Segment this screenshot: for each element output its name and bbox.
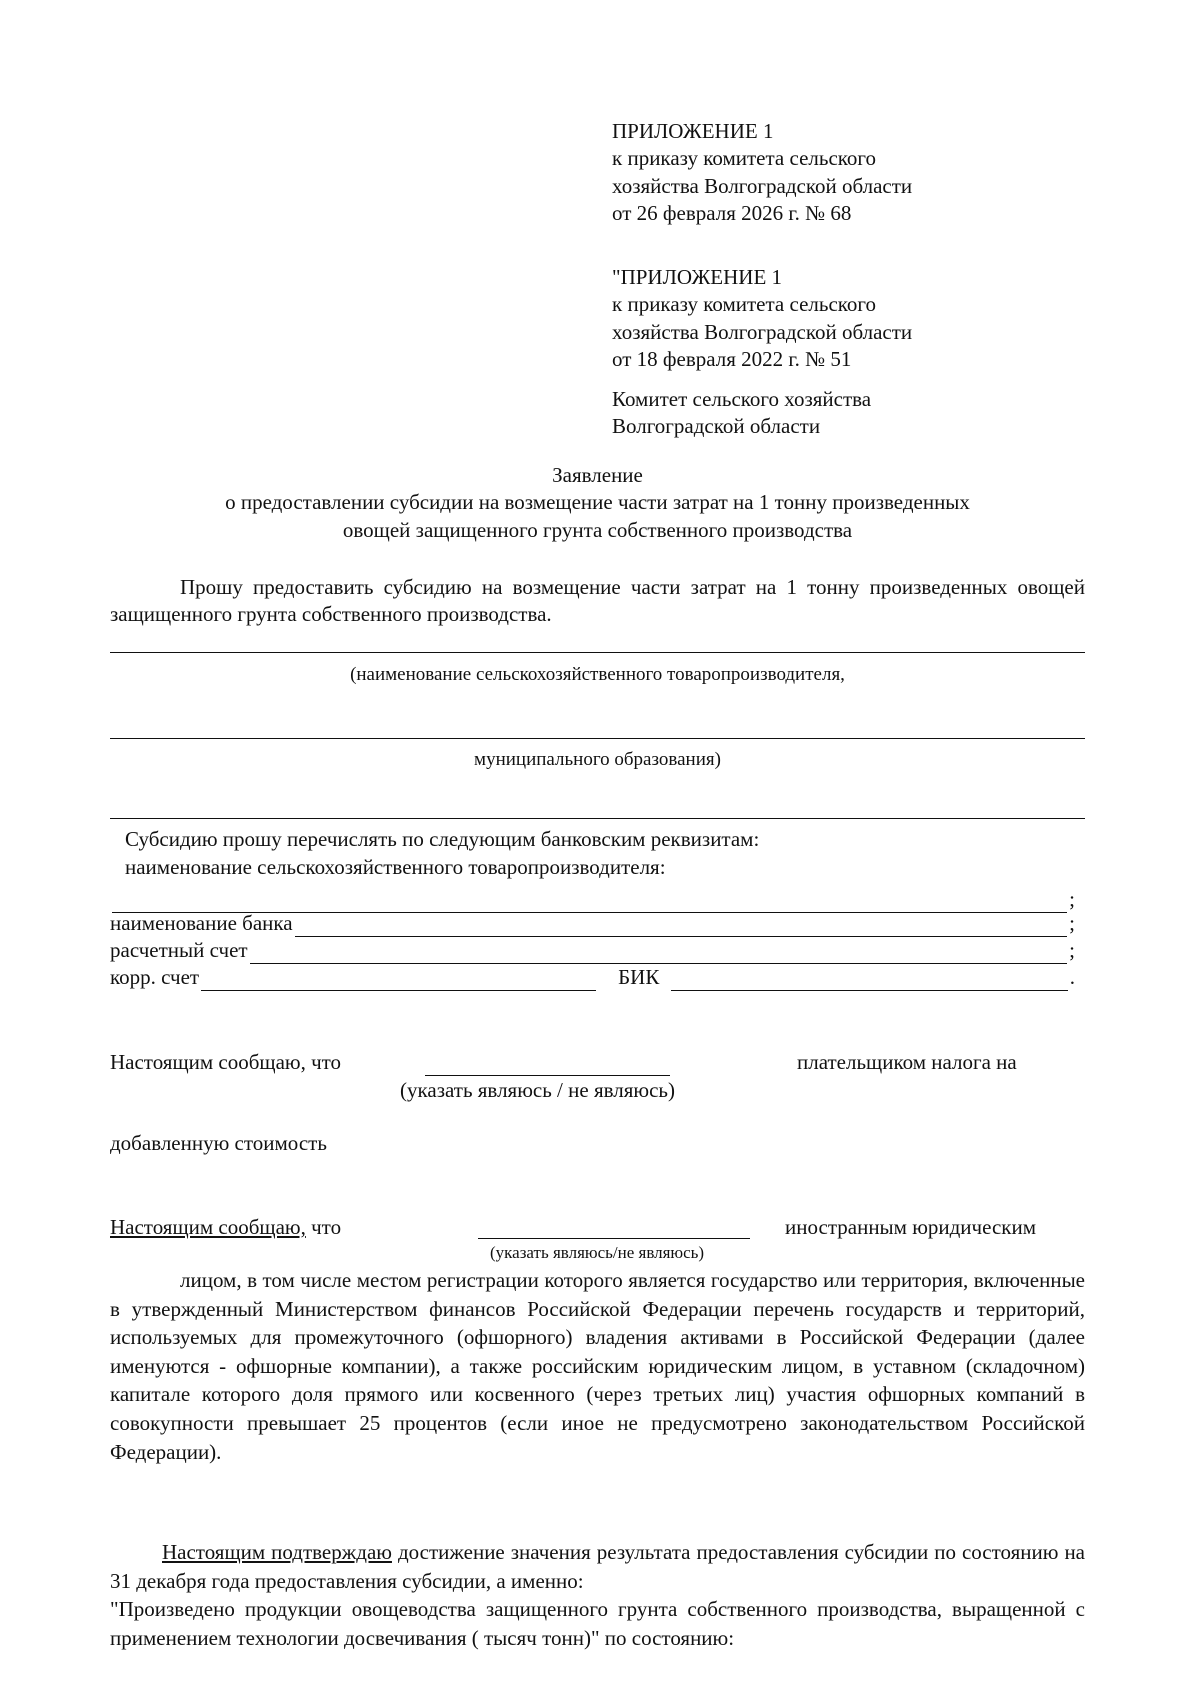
appendix-title: "ПРИЛОЖЕНИЕ 1 xyxy=(612,265,783,289)
vat-statement-continuation: добавленную стоимость xyxy=(110,1131,327,1155)
addressee xyxy=(612,386,871,441)
bik-label: БИК xyxy=(618,965,660,989)
appendix-line: хозяйства Волгоградской области xyxy=(612,319,913,344)
addressee-line: Комитет сельского хозяйства xyxy=(612,387,872,411)
producer-name-line[interactable] xyxy=(110,652,1085,653)
offshore-paragraph: лицом, в том числе местом регистрации которого является государство или территория, включенные в утвержденный Министерством финансов Российской Федерации перечень государств и территорий, используемых для промежуточного (офшорного) владения активами в Российской Федерации (далее именуются - офшорные компании), а также российским юридическим лицом, в уставном (складочном) капитале которого доля прямого или косвенного (через третьих лиц) участия офшорных компаний в совокупности превышает 25 процентов (если иное не предусмотрено законодательством Российской Федерации). xyxy=(110,1268,1085,1464)
bank-details-intro: Субсидию прошу перечислять по следующим банковским реквизитам: xyxy=(125,827,760,851)
appendix-order-date: от 18 февраля 2022 г. № 51 xyxy=(612,346,852,371)
bik-field[interactable] xyxy=(671,972,1067,991)
account-row xyxy=(110,937,1075,964)
confirmation-text: достижение значения результата предоставления субсидии по состоянию на 31 декабря года предоставления субсидии, а именно: xyxy=(110,1540,1085,1593)
municipality-line[interactable] xyxy=(110,738,1085,739)
underlined-lead: Настоящим сообщаю, xyxy=(110,1215,306,1239)
appendix-order-date: от 26 февраля 2026 г. № 68 xyxy=(612,200,852,225)
appendix-line: хозяйства Волгоградской области xyxy=(612,173,913,198)
foreign-statement-prefix xyxy=(110,1214,341,1241)
municipality-caption: муниципального образования) xyxy=(474,749,721,770)
underlined-lead: Настоящим подтверждаю xyxy=(162,1540,392,1564)
bank-name-label: наименование банка xyxy=(110,911,293,935)
semicolon: ; xyxy=(1069,938,1075,962)
appendix-header xyxy=(612,118,912,227)
vat-status-hint: (указать являюсь / не являюсь) xyxy=(400,1078,675,1102)
semicolon: ; xyxy=(1069,911,1075,935)
foreign-status-hint: (указать являюсь/не являюсь) xyxy=(490,1243,705,1262)
bank-name-field[interactable] xyxy=(295,918,1068,937)
application-heading: Заявление xyxy=(552,463,643,487)
corr-bik-row xyxy=(110,964,1075,991)
lead-rest: что xyxy=(305,1215,342,1239)
corr-account-field[interactable] xyxy=(201,972,596,991)
semicolon: ; xyxy=(1069,887,1075,911)
vat-statement-prefix: Настоящим сообщаю, что xyxy=(110,1050,342,1074)
separator-line xyxy=(110,818,1085,819)
appendix-title: ПРИЛОЖЕНИЕ 1 xyxy=(612,119,774,143)
application-title xyxy=(110,462,1085,544)
application-subject: овощей защищенного грунта собственного производства xyxy=(342,517,853,542)
appendix-line: к приказу комитета сельского xyxy=(612,292,877,317)
period: . xyxy=(1069,965,1075,989)
foreign-statement-suffix: иностранным юридическим xyxy=(785,1215,1037,1239)
request-paragraph: Прошу предоставить субсидию на возмещение части затрат на 1 тонну произведенных овощей защищенного грунта собственного производства. xyxy=(110,575,1085,627)
vat-status-field[interactable] xyxy=(425,1075,670,1076)
producer-label: наименование сельскохозяйственного товаропроизводителя: xyxy=(125,855,666,879)
vat-statement-suffix: плательщиком налога на xyxy=(797,1050,1017,1074)
original-appendix-header xyxy=(612,264,912,373)
producer-name-caption: (наименование сельскохозяйственного товаропроизводителя, xyxy=(350,664,845,685)
corr-account-label: корр. счет xyxy=(110,965,200,989)
application-subject: о предоставлении субсидии на возмещение части затрат на 1 тонну произведенных xyxy=(225,490,970,515)
foreign-status-field[interactable] xyxy=(478,1238,750,1239)
account-field[interactable] xyxy=(250,945,1068,964)
addressee-line: Волгоградской области xyxy=(612,414,821,439)
result-indicator-paragraph: "Произведено продукции овощеводства защищенного грунта собственного производства, выращенной с применением технологии досвечивания ( тысяч тонн)" по состоянию: xyxy=(110,1597,1085,1650)
confirmation-paragraph xyxy=(110,1538,1085,1595)
account-label: расчетный счет xyxy=(110,938,248,962)
appendix-line: к приказу комитета сельского xyxy=(612,146,877,171)
bank-name-row xyxy=(110,910,1075,937)
